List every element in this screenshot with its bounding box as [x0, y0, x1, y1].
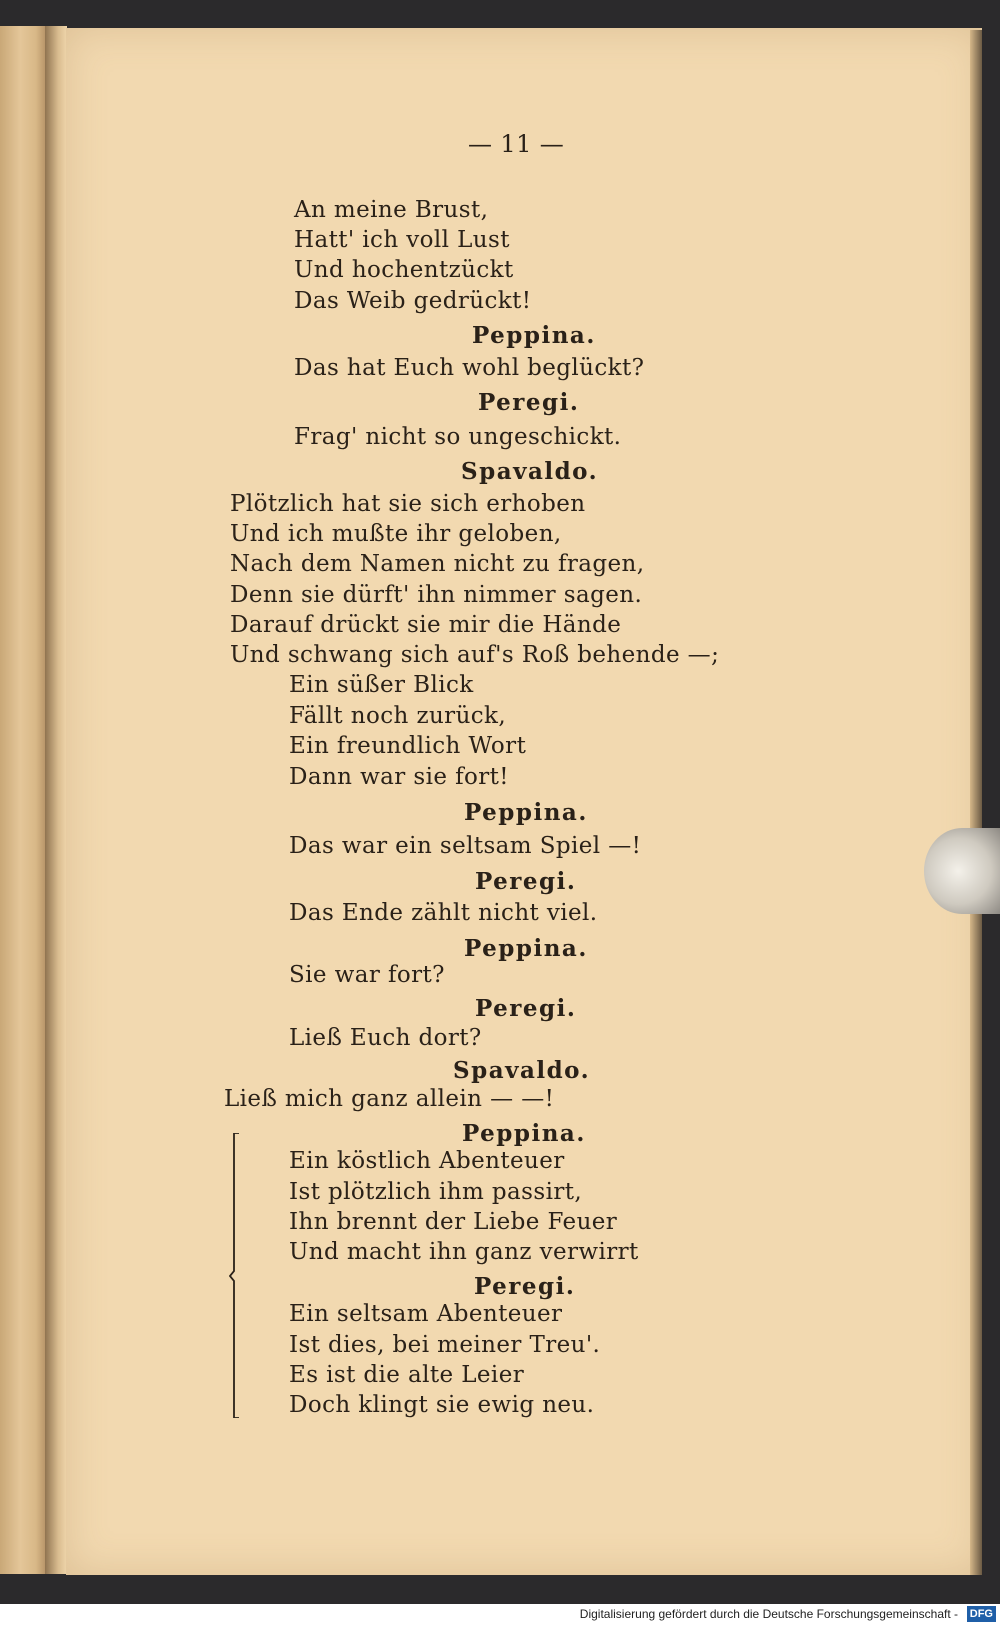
speaker-heading: Peregi. — [475, 868, 577, 895]
verse-line: Frag' nicht so ungeschickt. — [294, 424, 622, 450]
speaker-heading: Peregi. — [475, 995, 577, 1022]
verse-line: Ein köstlich Abenteuer — [289, 1148, 565, 1174]
speaker-heading: Spavaldo. — [453, 1057, 591, 1084]
speaker-heading: Spavaldo. — [461, 458, 599, 485]
verse-line: Ein freundlich Wort — [289, 733, 527, 759]
verse-line: Darauf drückt sie mir die Hände — [230, 612, 622, 638]
verse-line: Hatt' ich voll Lust — [294, 227, 510, 253]
speaker-heading: Peppina. — [464, 935, 588, 962]
verse-line: Denn sie dürft' ihn nimmer sagen. — [230, 582, 643, 608]
verse-line: An meine Brust, — [294, 197, 489, 223]
verse-line: Das war ein seltsam Spiel —! — [289, 833, 642, 859]
verse-line: Fällt noch zurück, — [289, 703, 507, 729]
duet-brace — [229, 1133, 241, 1418]
verse-line: Plötzlich hat sie sich erhoben — [230, 491, 586, 517]
speaker-heading: Peppina. — [464, 799, 588, 826]
verse-line: Sie war fort? — [289, 962, 445, 988]
verse-line: Und hochentzückt — [294, 257, 514, 283]
speaker-heading: Peppina. — [462, 1120, 586, 1147]
verse-line: Ein süßer Blick — [289, 672, 474, 698]
verse-line: Das Ende zählt nicht viel. — [289, 900, 598, 926]
verse-line: Doch klingt sie ewig neu. — [289, 1392, 595, 1418]
verse-line: Und schwang sich auf's Roß behende —; — [230, 642, 720, 668]
left-page-edge — [0, 26, 45, 1574]
funding-credit: Digitalisierung gefördert durch die Deutsche Forschungsgemeinschaft - — [579, 1607, 958, 1621]
verse-line: Nach dem Namen nicht zu fragen, — [230, 551, 645, 577]
speaker-heading: Peregi. — [474, 1273, 576, 1300]
verse-line: Ließ Euch dort? — [289, 1025, 482, 1051]
page-number: — 11 — — [468, 130, 565, 158]
thumb-tab — [924, 828, 1000, 914]
verse-line: Und ich mußte ihr geloben, — [230, 521, 562, 547]
book-gutter — [45, 26, 67, 1574]
verse-line: Ein seltsam Abenteuer — [289, 1301, 563, 1327]
speaker-heading: Peppina. — [472, 322, 596, 349]
speaker-heading: Peregi. — [478, 389, 580, 416]
verse-line: Das Weib gedrückt! — [294, 288, 532, 314]
verse-line: Ist plötzlich ihm passirt, — [289, 1179, 583, 1205]
verse-line: Es ist die alte Leier — [289, 1362, 525, 1388]
verse-line: Ließ mich ganz allein — —! — [224, 1086, 555, 1112]
page-right-edge — [970, 30, 982, 1575]
verse-line: Das hat Euch wohl beglückt? — [294, 355, 645, 381]
verse-line: Und macht ihn ganz verwirrt — [289, 1239, 639, 1265]
verse-line: Dann war sie fort! — [289, 764, 509, 790]
verse-line: Ist dies, bei meiner Treu'. — [289, 1332, 601, 1358]
verse-line: Ihn brennt der Liebe Feuer — [289, 1209, 618, 1235]
dfg-logo: DFG — [967, 1606, 996, 1622]
